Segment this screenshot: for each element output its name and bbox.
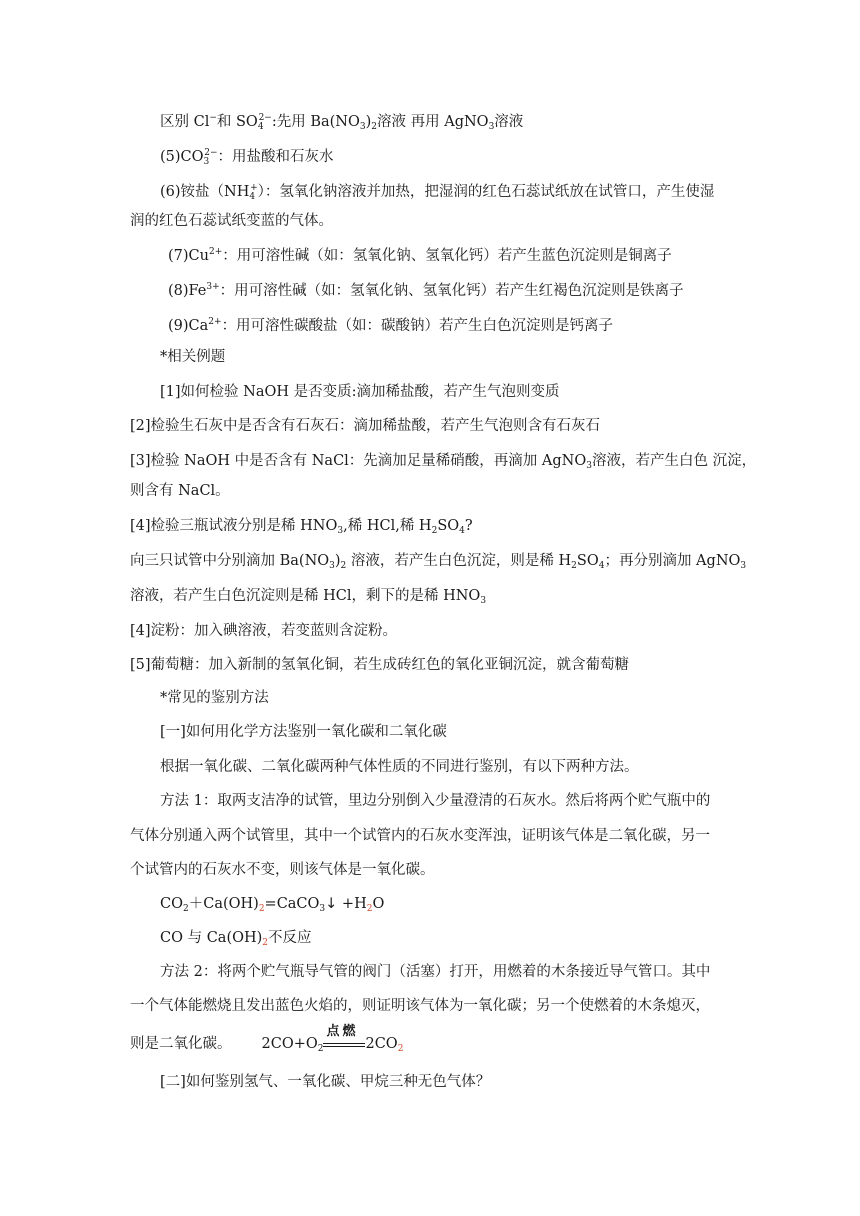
subscript: 3 xyxy=(203,157,210,167)
subscript: 4 xyxy=(459,526,465,536)
subscript: 3 xyxy=(488,122,495,132)
text: O xyxy=(372,896,385,912)
subscript: 2 xyxy=(366,904,373,914)
superscript: 2+ xyxy=(208,317,222,327)
text: =CaCO xyxy=(264,896,320,912)
subscript: 3 xyxy=(319,904,326,914)
superscript: 2+ xyxy=(208,247,223,257)
text: ：用可溶性碳酸盐（如：碳酸钠）若产生白色沉淀则是钙离子 xyxy=(221,318,614,334)
example-3 xyxy=(130,451,756,471)
subscript: 2 xyxy=(317,1044,324,1054)
text: [3]检验 NaOH 中是否含有 NaCl：先滴加足量稀硝酸，再滴加 AgNO xyxy=(130,453,587,469)
text: ）：氢氧化钠溶液并加热，把湿润的红色石蕊试纸放在试管口，产生使湿 xyxy=(257,184,715,200)
text: (7)Cu xyxy=(168,248,209,264)
subscript: 4 xyxy=(598,561,605,571)
text: ,稀 HCl,稀 H xyxy=(343,518,432,534)
text: ) xyxy=(334,553,341,569)
superscript: + xyxy=(250,183,258,193)
example-4 xyxy=(130,516,473,536)
text: 2CO xyxy=(365,1036,398,1052)
text: SO xyxy=(437,518,460,534)
text: 不反应 xyxy=(268,930,312,946)
example-2: [2]检验生石灰中是否含有石灰石：滴加稀盐酸，若产生气泡则含有石灰石 xyxy=(130,418,601,434)
subscript: 2 xyxy=(258,904,265,914)
text: ＋Ca(OH) xyxy=(188,896,259,912)
text: 溶液，若产生白色沉淀则是稀 HCl，剩下的是稀 HNO xyxy=(130,588,481,604)
text: :先用 Ba(NO xyxy=(271,114,360,130)
text: SO xyxy=(576,553,599,569)
question-2: [二]如何鉴别氢气、一氧化碳、甲烷三种无色气体？ xyxy=(160,1074,491,1090)
subscript: 4 xyxy=(257,122,264,132)
superscript: 2− xyxy=(258,113,272,123)
superscript: − xyxy=(209,113,217,123)
text: (8)Fe xyxy=(168,283,207,299)
equals-bar xyxy=(323,1043,365,1044)
fe-line xyxy=(168,281,684,301)
subscript: 3 xyxy=(337,526,344,536)
text: CO 与 Ca(OH) xyxy=(160,930,263,946)
text: 和 SO xyxy=(216,114,258,130)
text: 溶液 再用 AgNO xyxy=(377,114,489,130)
text: ：用可溶性碱（如：氢氧化钠、氢氧化钙）若产生蓝色沉淀则是铜离子 xyxy=(222,248,672,264)
subscript: 3 xyxy=(359,122,366,132)
examples-heading: *相关例题 xyxy=(160,349,226,365)
method-1-line-3: 个试管内的石灰水不变，则该气体是一氧化碳。 xyxy=(130,862,435,878)
subscript: 3 xyxy=(586,461,592,471)
text: 溶液，若产生白色沉淀，则是稀 H xyxy=(346,553,572,569)
down-arrow-icon: ↓ xyxy=(325,896,338,912)
subscript: 2 xyxy=(571,561,577,571)
subscript: 2 xyxy=(182,904,189,914)
subscript: 3 xyxy=(740,561,747,571)
text: [4]检验三瓶试液分别是稀 HNO xyxy=(130,518,338,534)
method-2-line-2: 一个气体能燃烧且发出蓝色火焰的，则证明该气体为一氧化碳；另一个使燃着的木条熄灭， xyxy=(130,998,710,1014)
superscript: 3+ xyxy=(206,282,220,292)
text: ：用盐酸和石灰水 xyxy=(217,149,334,165)
subscript: 2 xyxy=(340,561,347,571)
subscript: 4 xyxy=(249,192,256,202)
subscript: 3 xyxy=(480,596,487,606)
cl-so4-line xyxy=(160,112,523,132)
text: 溶液 xyxy=(494,114,524,130)
text: ；再分别滴加 AgNO xyxy=(604,553,741,569)
condition-label: 点燃 xyxy=(326,1024,359,1039)
method-2-line-3 xyxy=(130,1024,404,1054)
method-2-line-1: 方法 2：将两个贮气瓶导气管的阀门（活塞）打开，用燃着的木条接近导气管口。其中 xyxy=(160,964,711,980)
method-1-line-2: 气体分别通入两个试管里，其中一个试管内的石灰水变浑浊，证明该气体是二氧化碳，另一 xyxy=(130,828,710,844)
text: +H xyxy=(337,896,367,912)
subscript: 3 xyxy=(329,561,335,571)
subscript: 2 xyxy=(397,1044,404,1054)
text: 2CO+O xyxy=(261,1036,318,1052)
text: 区别 Cl xyxy=(160,114,210,130)
example-3-line-2: 则含有 NaCl。 xyxy=(130,483,230,499)
equation-1 xyxy=(160,894,384,914)
example-4-answer-line-2 xyxy=(130,586,486,606)
co3-line xyxy=(160,147,334,167)
subscript: 2 xyxy=(431,526,438,536)
text: (9)Ca xyxy=(168,318,209,334)
text: ：用可溶性碱（如：氢氧化钠、氢氧化钙）若产生红褐色沉淀则是铁离子 xyxy=(219,283,684,299)
subscript: 2 xyxy=(371,122,378,132)
text: 则是二氧化碳。 xyxy=(130,1036,232,1052)
question-1: [一]如何用化学方法鉴别一氧化碳和二氧化碳 xyxy=(160,724,447,740)
equals-bar xyxy=(323,1046,365,1047)
example-1: [1]如何检验 NaOH 是否变质:滴加稀盐酸，若产生气泡则变质 xyxy=(160,384,560,400)
ca-line xyxy=(168,316,613,336)
methods-heading: *常见的鉴别方法 xyxy=(160,690,269,706)
equation-2 xyxy=(160,928,312,948)
nh4-line-2: 润的红色石蕊试纸变蓝的气体。 xyxy=(130,213,333,229)
text: (6)铵盐（NH xyxy=(160,184,250,200)
nh4-line xyxy=(160,182,714,202)
example-4-answer xyxy=(130,551,746,571)
intro-paragraph: 根据一氧化碳、二氧化碳两种气体性质的不同进行鉴别，有以下两种方法。 xyxy=(160,759,639,775)
cu-line xyxy=(168,246,672,266)
text: ? xyxy=(464,518,473,534)
text: 溶液，若产生白色 沉淀， xyxy=(591,453,757,469)
reaction-condition xyxy=(323,1024,365,1054)
subscript: 2 xyxy=(262,938,269,948)
text: ) xyxy=(365,114,372,130)
text: 向三只试管中分别滴加 Ba(NO xyxy=(130,553,330,569)
starch-test: [4]淀粉：加入碘溶液，若变蓝则含淀粉。 xyxy=(130,623,398,639)
method-1-line-1: 方法 1：取两支洁净的试管，里边分别倒入少量澄清的石灰水。然后将两个贮气瓶中的 xyxy=(160,793,711,809)
text: CO xyxy=(160,896,183,912)
glucose-test: [5]葡萄糖：加入新制的氢氧化铜，若生成砖红色的氧化亚铜沉淀，就含葡萄糖 xyxy=(130,657,630,673)
text: (5)CO xyxy=(160,149,204,165)
superscript: 2− xyxy=(204,148,218,158)
